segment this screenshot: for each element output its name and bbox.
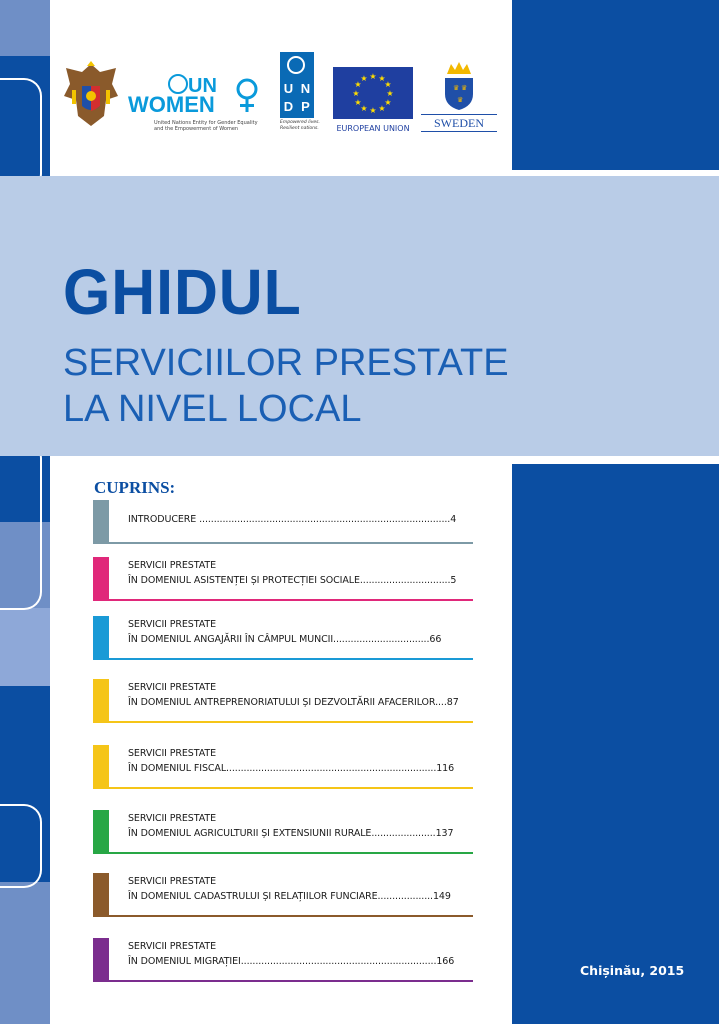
svg-text:★: ★	[369, 106, 377, 115]
toc-color-bar	[93, 557, 109, 600]
svg-text:★: ★	[378, 104, 386, 113]
svg-text:★: ★	[360, 74, 368, 83]
un-emblem-icon	[287, 56, 305, 74]
svg-text:★: ★	[384, 98, 392, 107]
toc-entry[interactable]	[93, 500, 473, 544]
eu-caption: EUROPEAN UNION	[336, 124, 410, 133]
svg-text:★: ★	[354, 98, 362, 107]
toc-color-bar	[93, 873, 109, 916]
un-women-caption: United Nations Entity for Gender Equality and the Empowerment of Women	[154, 120, 258, 132]
toc-entry[interactable]	[93, 938, 473, 982]
toc-underline	[93, 852, 473, 854]
eu-flag-icon	[333, 67, 413, 119]
sweden-crown-shield-icon	[441, 60, 477, 112]
un-globe-icon	[168, 74, 188, 94]
sweden-caption: SWEDEN	[421, 114, 497, 132]
toc-entry-text: ÎN DOMENIUL ASISTENȚEI ȘI PROTECȚIEI SOCIALE...............................5	[128, 575, 457, 586]
undp-letter: U	[283, 81, 294, 96]
undp-letters	[280, 80, 314, 116]
toc-entry-text: ÎN DOMENIUL CADASTRULUI ȘI RELAȚIILOR FUNCIARE...................149	[128, 891, 451, 902]
strip-curve-decoration	[0, 804, 42, 888]
title-subtitle-line-1: SERVICIILOR PRESTATE	[63, 342, 509, 384]
toc-entry[interactable]	[93, 873, 473, 917]
svg-text:★: ★	[354, 80, 362, 89]
toc-color-bar	[93, 679, 109, 722]
title-main: GHIDUL	[63, 256, 302, 328]
svg-text:★: ★	[352, 89, 360, 98]
toc-entry-label: SERVICII PRESTATE	[128, 813, 216, 824]
sweden-logo	[421, 60, 497, 136]
toc-underline	[93, 599, 473, 601]
toc-entry-label: SERVICII PRESTATE	[128, 682, 216, 693]
toc-color-bar	[93, 938, 109, 981]
svg-text:★: ★	[378, 74, 386, 83]
undp-logo	[280, 52, 322, 138]
right-blue-block-top	[512, 0, 719, 170]
left-strip-segment	[0, 882, 50, 1024]
toc-underline	[93, 721, 473, 723]
un-women-symbol-icon	[232, 78, 262, 114]
strip-curve-decoration	[0, 440, 42, 610]
toc-entry[interactable]	[93, 557, 473, 601]
toc-entry-label: SERVICII PRESTATE	[128, 560, 216, 571]
toc-entry-text: ÎN DOMENIUL MIGRAȚIEI...................................................................166	[128, 956, 455, 967]
toc-entry-label: SERVICII PRESTATE	[128, 876, 216, 887]
toc-entry-text: ÎN DOMENIUL ANTREPRENORIATULUI ȘI DEZVOLTĂRII AFACERILOR....87	[128, 697, 459, 708]
toc-underline	[93, 787, 473, 789]
moldova-coat-of-arms-logo	[60, 60, 122, 130]
un-women-word-women: WOMEN	[128, 92, 215, 117]
svg-text:♛: ♛	[461, 84, 468, 92]
toc-entry-text: ÎN DOMENIUL AGRICULTURII ȘI EXTENSIUNII RURALE......................137	[128, 828, 454, 839]
svg-text:♛: ♛	[453, 84, 460, 92]
toc-underline	[93, 915, 473, 917]
toc-color-bar	[93, 810, 109, 853]
toc-entry-label: SERVICII PRESTATE	[128, 748, 216, 759]
toc-underline	[93, 658, 473, 660]
toc-entry[interactable]	[93, 810, 473, 854]
un-women-logo	[128, 74, 268, 138]
toc-entry-text: ÎN DOMENIUL ANGAJĂRII ÎN CÂMPUL MUNCII.................................66	[128, 634, 442, 645]
toc-entry-text: ÎN DOMENIUL FISCAL........................................................................116	[128, 763, 455, 774]
undp-letter: D	[283, 99, 294, 114]
strip-curve-decoration	[0, 78, 42, 192]
svg-text:★: ★	[360, 104, 368, 113]
undp-letter: P	[301, 99, 310, 114]
toc-entry-label: SERVICII PRESTATE	[128, 941, 216, 952]
left-strip-segment	[0, 608, 50, 686]
toc-entry[interactable]	[93, 745, 473, 789]
eu-logo	[331, 67, 413, 137]
svg-text:★: ★	[386, 89, 394, 98]
title-subtitle-line-2: LA NIVEL LOCAL	[63, 388, 362, 430]
toc-color-bar	[93, 745, 109, 788]
toc-underline	[93, 980, 473, 982]
toc-heading: CUPRINS:	[94, 478, 176, 497]
toc-entry[interactable]	[93, 679, 473, 723]
toc-entry-label: SERVICII PRESTATE	[128, 619, 216, 630]
toc-entry-text: INTRODUCERE ......................................................................................4	[128, 514, 457, 525]
svg-text:★: ★	[384, 80, 392, 89]
place-date: Chișinău, 2015	[580, 963, 685, 978]
undp-letter: N	[300, 81, 311, 96]
toc-underline	[93, 542, 473, 544]
toc-color-bar	[93, 616, 109, 659]
left-strip-segment	[0, 0, 50, 56]
svg-text:♛: ♛	[457, 96, 464, 104]
toc-color-bar	[93, 500, 109, 543]
svg-text:★: ★	[369, 72, 377, 81]
undp-tagline: Empowered lives. Resilient nations.	[280, 120, 320, 131]
toc-entry[interactable]	[93, 616, 473, 660]
right-blue-block-bottom	[512, 464, 719, 1024]
un-women-word-un: UN	[188, 75, 217, 97]
